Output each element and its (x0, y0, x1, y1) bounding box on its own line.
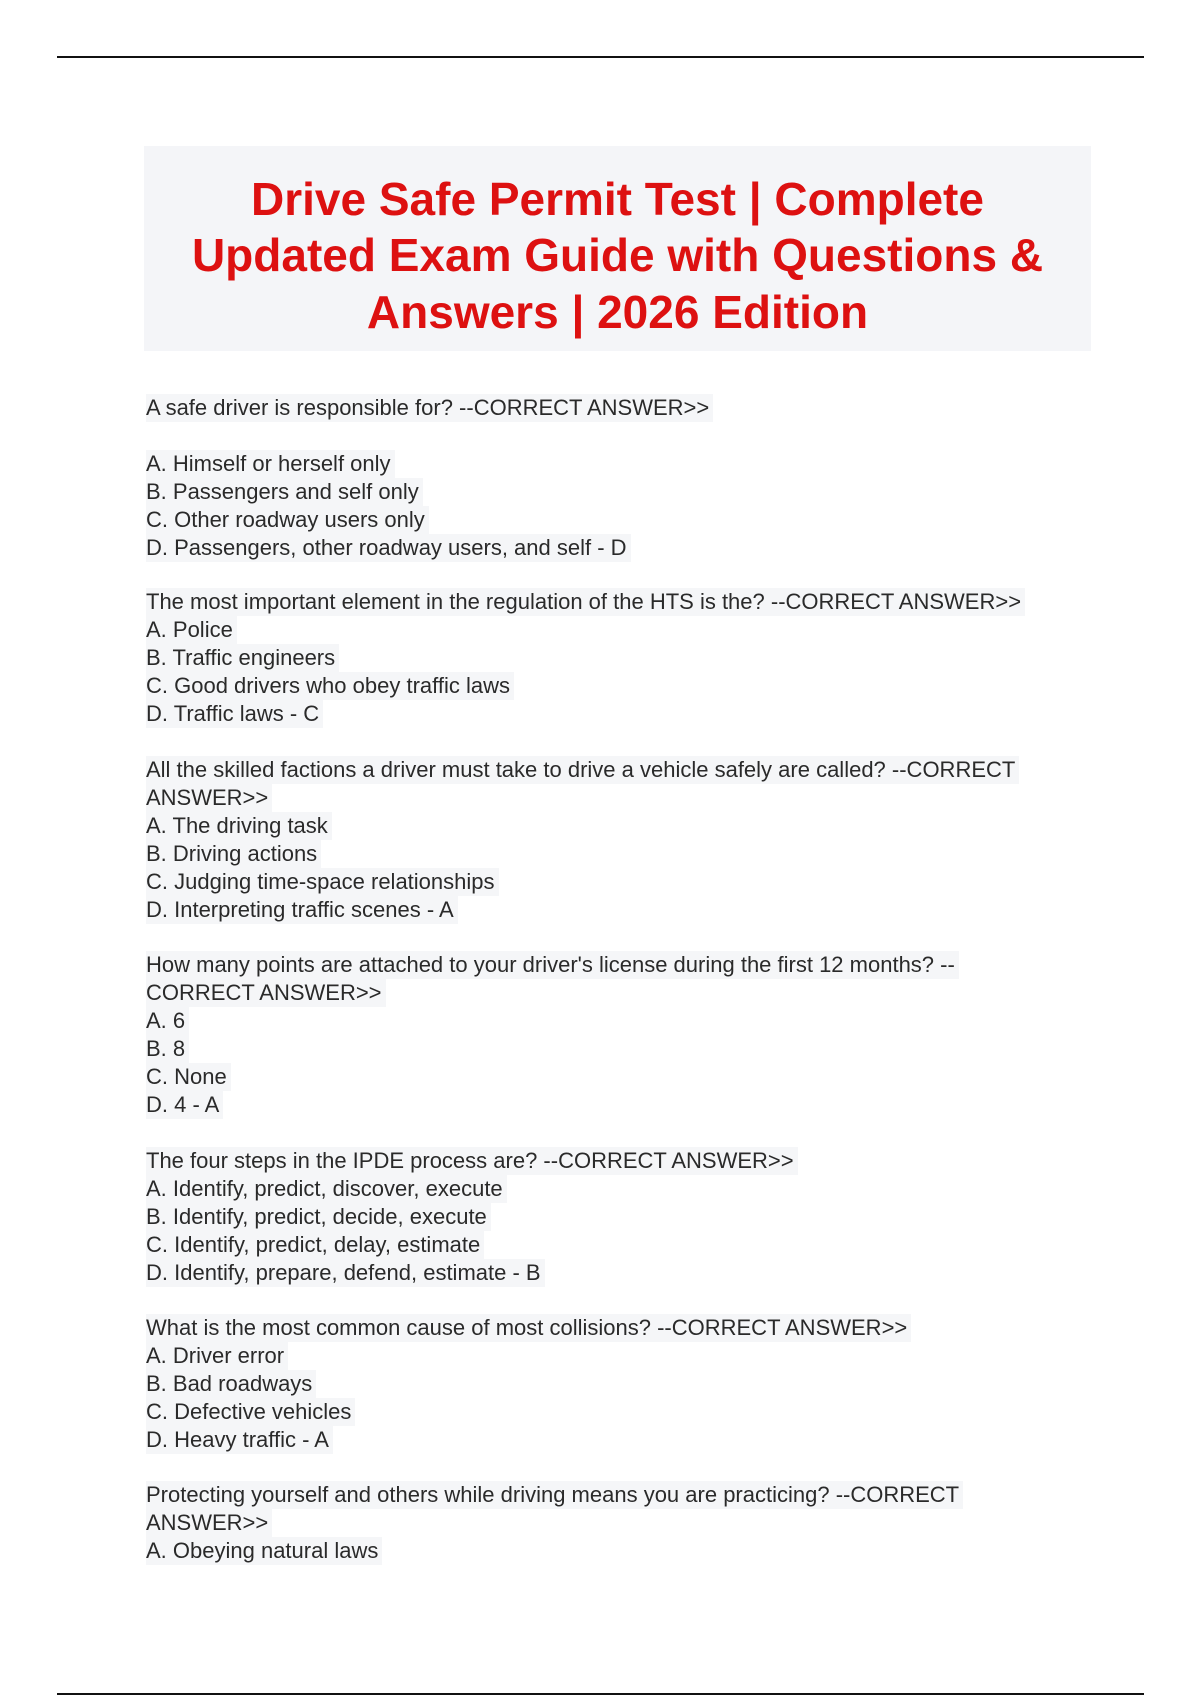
title-line-2: Updated Exam Guide with Questions & (191, 229, 1044, 281)
question-block (146, 951, 1106, 1119)
answer-option: C. Other roadway users only (146, 506, 429, 534)
title-line-3: Answers | 2026 Edition (366, 286, 869, 338)
question-text: CORRECT ANSWER>> (146, 979, 386, 1007)
question-block (146, 588, 1106, 728)
question-text: What is the most common cause of most collisions? --CORRECT ANSWER>> (146, 1314, 911, 1342)
answer-option: D. Passengers, other roadway users, and self - D (146, 534, 631, 562)
answer-option: A. Identify, predict, discover, execute (146, 1175, 507, 1203)
answer-option: B. Traffic engineers (146, 644, 339, 672)
question-block (146, 1147, 1106, 1287)
answer-option: D. Interpreting traffic scenes - A (146, 896, 458, 924)
title-line-1: Drive Safe Permit Test | Complete (251, 173, 984, 225)
answer-option: B. Identify, predict, decide, execute (146, 1203, 491, 1231)
question-text: Protecting yourself and others while driving means you are practicing? --CORRECT (146, 1481, 963, 1509)
question-text: The four steps in the IPDE process are? --CORRECT ANSWER>> (146, 1147, 798, 1175)
question-text: A safe driver is responsible for? --CORRECT ANSWER>> (146, 394, 713, 422)
question-text: ANSWER>> (146, 784, 272, 812)
answer-option: C. Judging time-space relationships (146, 868, 499, 896)
question-block (146, 756, 1106, 924)
top-rule (57, 56, 1144, 58)
answer-option: C. Identify, predict, delay, estimate (146, 1231, 484, 1259)
answer-option: C. Good drivers who obey traffic laws (146, 672, 514, 700)
question-text: ANSWER>> (146, 1509, 272, 1537)
answer-option: B. Driving actions (146, 840, 321, 868)
question-block (146, 1314, 1106, 1454)
answer-option: B. Passengers and self only (146, 478, 423, 506)
answer-option: A. The driving task (146, 812, 332, 840)
answer-option: D. Traffic laws - C (146, 700, 323, 728)
question-text: All the skilled factions a driver must take to drive a vehicle safely are called? --CORRECT (146, 756, 1019, 784)
answer-option: D. Heavy traffic - A (146, 1426, 333, 1454)
bottom-rule (57, 1693, 1144, 1695)
answer-option: C. None (146, 1063, 231, 1091)
answer-option: A. Obeying natural laws (146, 1537, 382, 1565)
question-text: How many points are attached to your driver's license during the first 12 months? -- (146, 951, 959, 979)
question-block (146, 394, 1106, 562)
answer-option: A. Driver error (146, 1342, 288, 1370)
answer-option: B. 8 (146, 1035, 189, 1063)
answer-option: B. Bad roadways (146, 1370, 316, 1398)
answer-option: C. Defective vehicles (146, 1398, 355, 1426)
question-text: The most important element in the regulation of the HTS is the? --CORRECT ANSWER>> (146, 588, 1025, 616)
answer-option: A. 6 (146, 1007, 189, 1035)
answer-option: D. Identify, prepare, defend, estimate - B (146, 1259, 545, 1287)
title-banner (144, 146, 1091, 351)
answer-option: D. 4 - A (146, 1091, 223, 1119)
answer-option: A. Himself or herself only (146, 450, 395, 478)
answer-option: A. Police (146, 616, 237, 644)
question-block (146, 1481, 1106, 1565)
